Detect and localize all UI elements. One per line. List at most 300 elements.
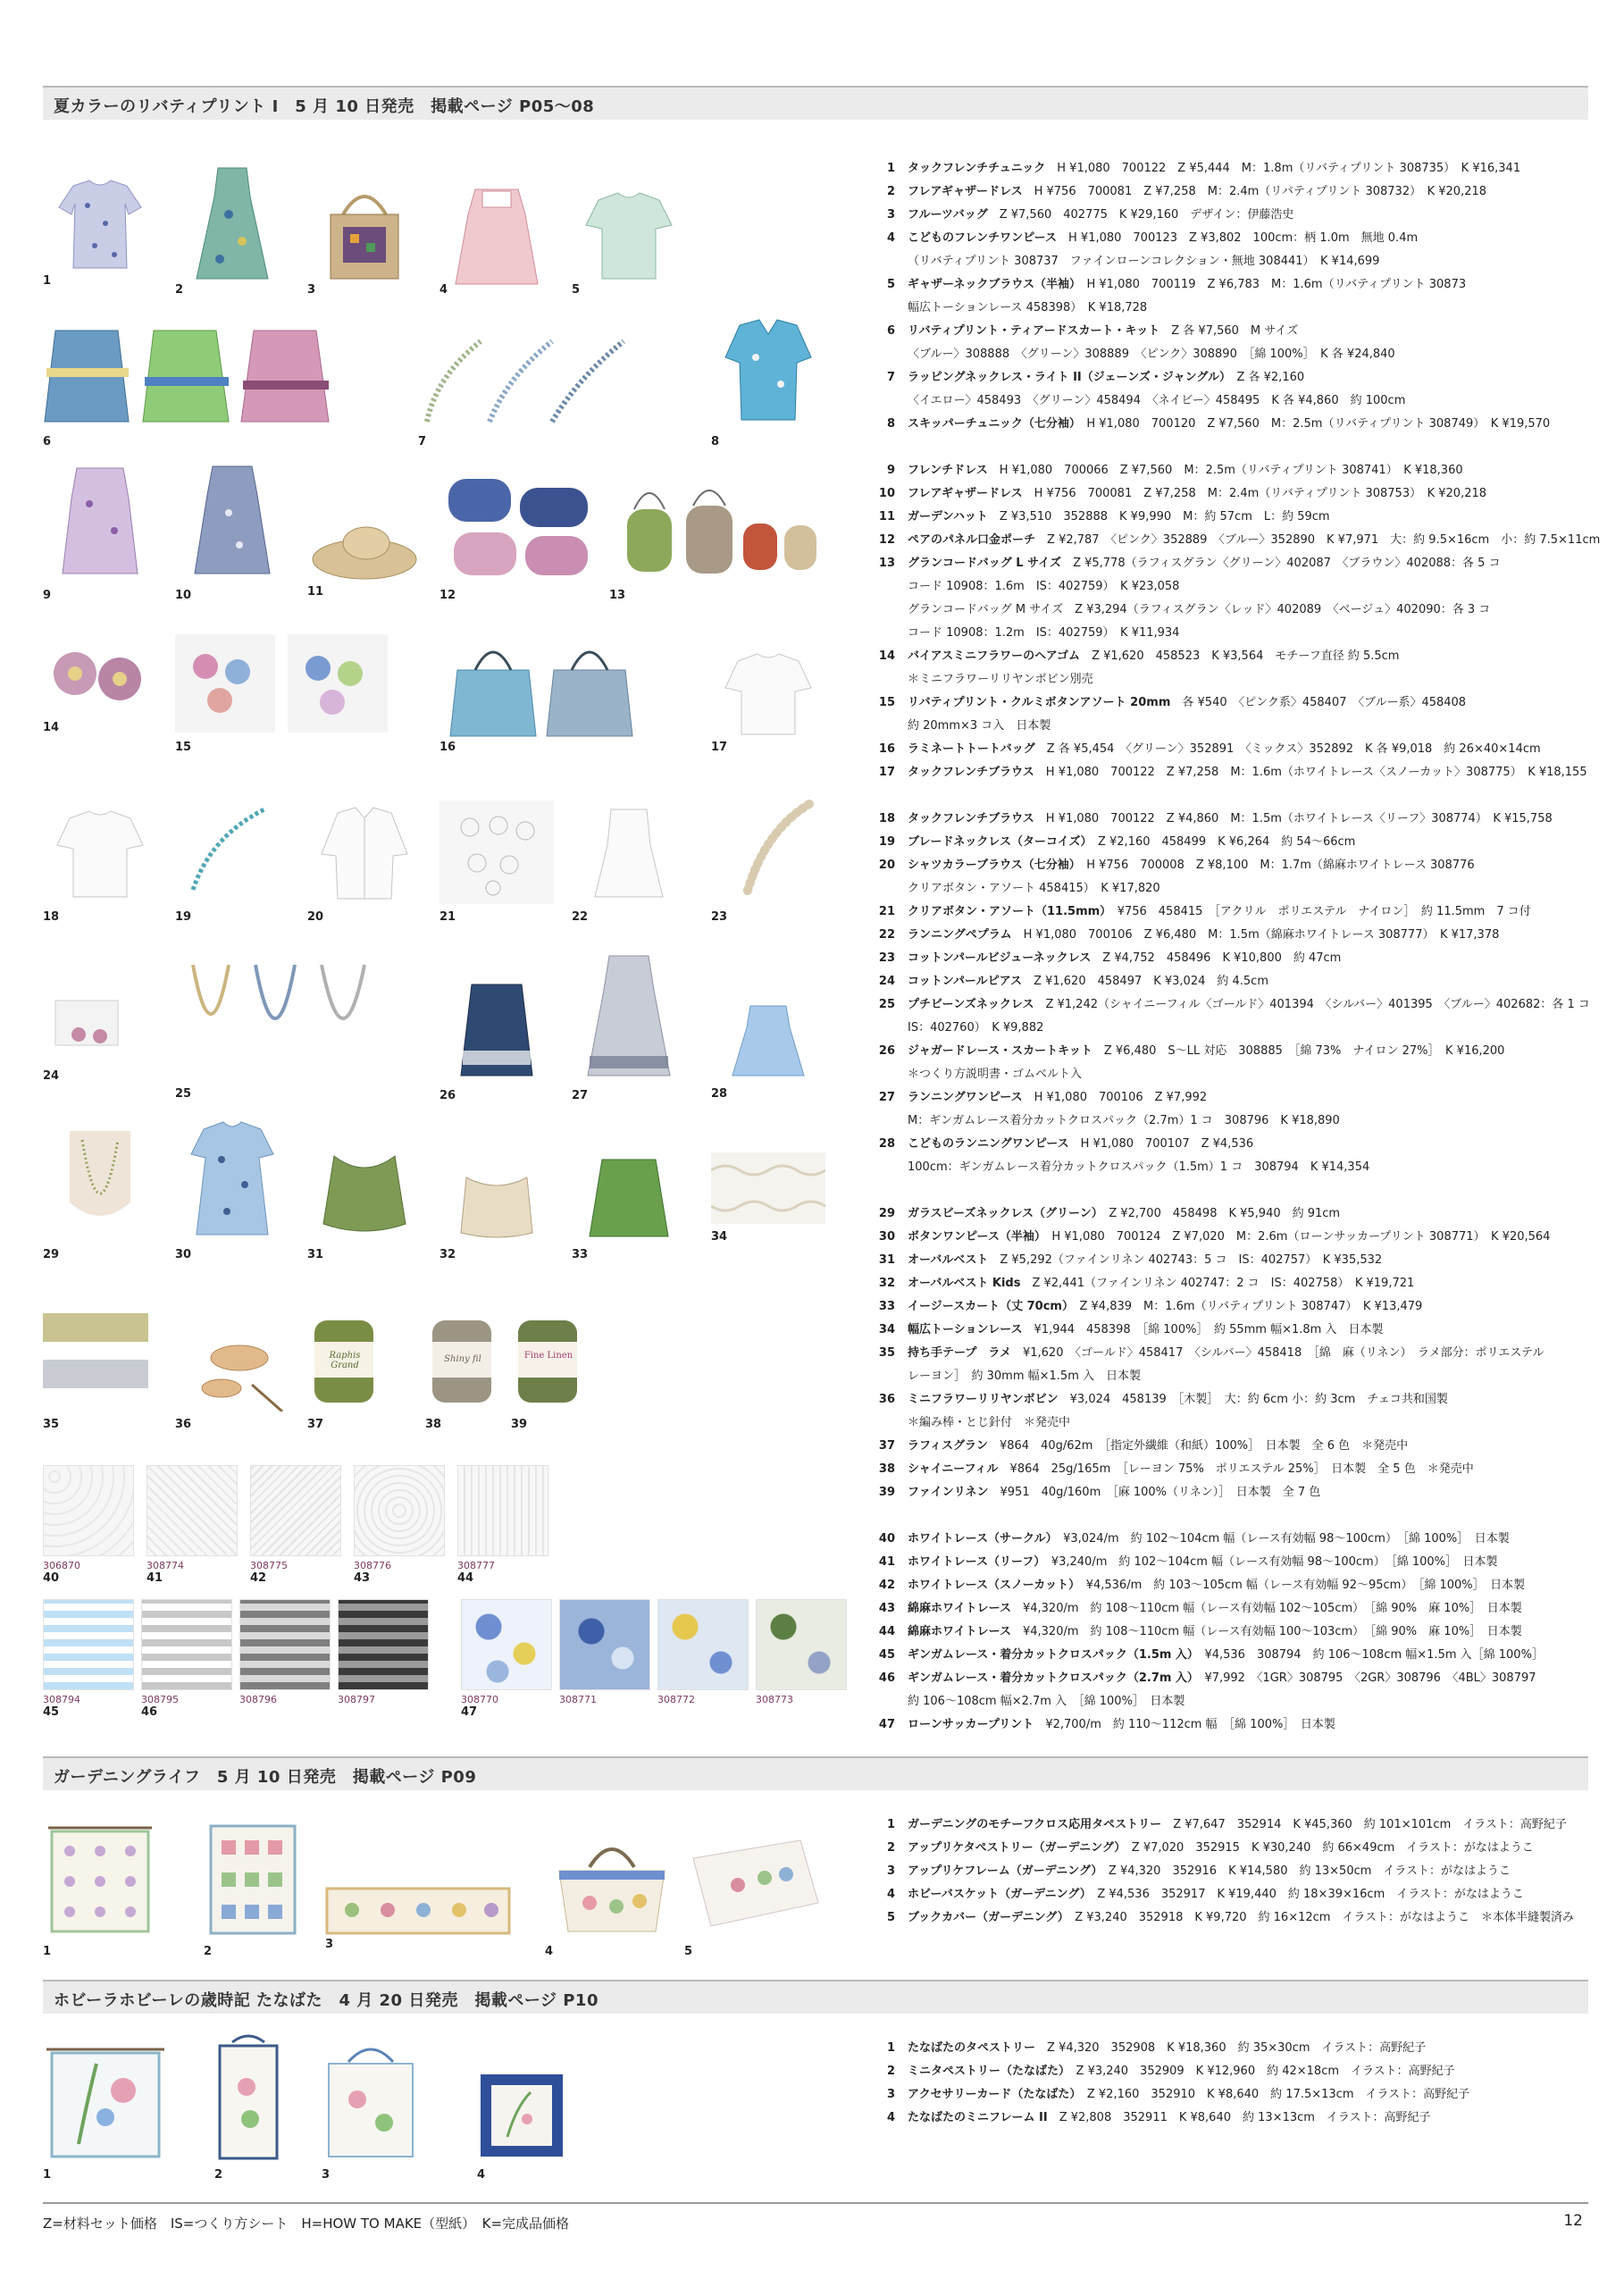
item-title: ブックカバー（ガーデニング） <box>908 1911 1064 1924</box>
product-thumb-34[interactable]: 34 <box>711 1152 825 1224</box>
list-item <box>872 1272 1600 1295</box>
item-title: プチビーンズネックレス <box>908 998 1034 1011</box>
tanabata-thumb-3[interactable]: 3 <box>322 2037 420 2162</box>
product-thumb-31[interactable]: 31 <box>307 1144 422 1242</box>
page-number: 12 <box>1563 2212 1583 2230</box>
product-thumb-1[interactable]: 1 <box>43 170 157 284</box>
item-detail: Z ¥4,320 352908 K ¥18,360 約 35×30cm イラスト：高野紀子 <box>1047 2041 1427 2055</box>
list-item <box>872 1860 1574 1883</box>
item-number: 1 <box>886 2041 895 2055</box>
product-thumb-29[interactable]: 29 <box>43 1131 157 1242</box>
list-item <box>872 970 1600 993</box>
section-title: 夏カラーのリバティプリント I 5 月 10 日発売 掲載ページ P05〜08 <box>54 97 595 116</box>
item-title: こどものランニングワンピース <box>908 1137 1069 1151</box>
product-thumb-37[interactable]: Raphis Grand 37 <box>307 1311 388 1412</box>
item-title: バイアスミニフラワーのヘアゴム <box>908 649 1081 663</box>
product-thumb-21[interactable]: 21 <box>439 800 554 904</box>
item-number: 4 <box>886 231 895 245</box>
product-thumb-7[interactable]: 7 <box>418 323 659 429</box>
item-number: 37 <box>878 1439 895 1453</box>
list-item-continuation: 約 20mm×3 コ入 日本製 <box>908 719 1051 733</box>
list-item <box>872 1342 1600 1365</box>
list-item <box>872 459 1600 482</box>
list-item <box>872 924 1600 947</box>
item-detail: ¥2,700/m 約 110〜112cm 幅 ［綿 100%］ 日本製 <box>1045 1718 1335 1731</box>
item-detail: H ¥1,080 700123 Z ¥3,802 100cm：柄 1.0m 無地 0.4m <box>1068 231 1419 245</box>
item-title: ホビーバスケット（ガーデニング） <box>908 1888 1086 1901</box>
item-title: タックフレンチブラウス <box>908 766 1034 779</box>
list-item <box>872 1481 1600 1504</box>
product-thumb-33[interactable]: 33 <box>572 1152 686 1242</box>
item-title: タックフレンチブラウス <box>908 812 1034 825</box>
item-number: 4 <box>886 2111 895 2124</box>
item-number: 24 <box>878 975 895 988</box>
product-thumb-3[interactable]: 3 <box>307 179 422 293</box>
item-number: 18 <box>878 812 895 825</box>
product-thumb-24[interactable]: 24 <box>43 992 157 1063</box>
item-title: ラミネートトートバッグ <box>908 742 1035 756</box>
product-thumb-22[interactable]: 22 <box>572 800 686 904</box>
item-title: イージースカート（丈 70cm） <box>908 1300 1068 1313</box>
garden-thumb-1[interactable]: 1 <box>43 1822 157 1939</box>
yarn-label-fine: Fine Linen <box>523 1351 573 1361</box>
item-number: 45 <box>878 1648 895 1662</box>
garden-thumb-3[interactable]: 3 <box>325 1880 513 1939</box>
list-item <box>872 1040 1600 1063</box>
item-title: ランニングペプラム <box>908 928 1012 942</box>
item-title: オーバルベスト <box>908 1253 989 1267</box>
list-item <box>872 1388 1600 1412</box>
list-item-continuation: 100cm：ギンガムレース着分カットクロスパック（1.5m）1 コ 308794 K ¥14,354 <box>908 1160 1370 1174</box>
item-number: 15 <box>878 696 895 709</box>
item-title: ミニタペストリー（たなばた） <box>908 2065 1065 2078</box>
list-item-continuation: ＊つくり方説明書・ゴムベルト入 <box>908 1068 1083 1081</box>
item-number: 16 <box>878 742 895 756</box>
item-detail: ¥3,024/m 約 102〜104cm 幅（レース有効幅 98〜100cm） ［綿 100%］ 日本製 <box>1063 1532 1510 1546</box>
list-item-continuation: ＊ミニフラワーリリヤンボビン別売 <box>908 673 1093 686</box>
product-thumb-9[interactable]: 9 <box>43 459 157 582</box>
item-detail: Z ¥2,787 〈ピンク〉352889 〈ブルー〉352890 K ¥7,971 大：約 9.5×16cm 小：約 7.5×11cm <box>1047 533 1601 547</box>
item-detail: ¥1,944 458398 ［綿 100%］ 約 55mm 幅×1.8m 入 日本製 <box>1034 1323 1384 1336</box>
list-item <box>872 761 1600 784</box>
product-thumb-17[interactable]: 17 <box>711 643 825 741</box>
item-number: 11 <box>878 510 895 524</box>
list-item <box>872 947 1600 970</box>
item-title: ペアのパネル口金ポーチ <box>908 533 1036 547</box>
product-thumb-15[interactable]: 15 <box>175 634 389 741</box>
product-thumb-19[interactable]: 19 <box>175 800 289 904</box>
item-title: ミニフラワーリリヤンボビン <box>908 1393 1059 1406</box>
product-thumb-12[interactable]: 12 <box>439 473 600 582</box>
list-item <box>872 691 1600 715</box>
item-detail: ¥4,320/m 約 108〜110cm 幅（レース有効幅 100〜103cm） ［綿 90% 麻 10%］ 日本製 <box>1022 1625 1522 1638</box>
section-title: ガーデニングライフ 5 月 10 日発売 掲載ページ P09 <box>54 1768 477 1787</box>
item-title: ガーデンハット <box>908 510 988 524</box>
item-title: ギャザーネックブラウス（半袖） <box>908 278 1076 291</box>
list-item <box>872 993 1600 1017</box>
item-detail: Z ¥3,240 352909 K ¥12,960 約 42×18cm イラスト：高野紀子 <box>1076 2065 1455 2078</box>
list-item-continuation: ＊編み棒・とじ針付 ＊発売中 <box>908 1416 1071 1429</box>
item-detail: Z ¥2,441（ファインリネン 402747：2 コ IS：402758） K ¥19,721 <box>1032 1277 1415 1290</box>
item-number: 4 <box>886 1888 895 1901</box>
item-number: 5 <box>886 278 895 291</box>
list-item-continuation: コード 10908：1.2m IS：402759） K ¥11,934 <box>908 626 1180 640</box>
list-item-continuation: （リバティプリント 308737 ファインローンコレクション・無地 308441） K ¥14,699 <box>908 255 1380 268</box>
list-item <box>872 1667 1600 1690</box>
gingham-swatch-308797[interactable]: 308797 <box>338 1599 427 1705</box>
item-title: ラッピングネックレス・ライト II（ジェーンズ・ジャングル） <box>908 371 1226 384</box>
item-title: たなばたのタペストリー <box>908 2041 1036 2055</box>
list-item <box>872 529 1600 552</box>
lace-swatch-41[interactable]: 308774 41 <box>146 1465 236 1585</box>
list-item <box>872 1249 1600 1272</box>
item-detail: Z ¥3,510 352888 K ¥9,990 M：約 57cm L：約 59cm <box>999 510 1330 524</box>
list-item <box>872 831 1600 854</box>
list-item <box>872 1644 1600 1667</box>
list-item-continuation: グランコードバッグ M サイズ Z ¥3,294（ラフィスグラン〈レッド〉402089 〈ベージュ〉402090：各 3 コ <box>908 603 1491 616</box>
list-item <box>872 1226 1600 1249</box>
item-number: 33 <box>878 1300 895 1313</box>
item-detail: Z ¥6,480 S〜LL 対応 308885 ［綿 73% ナイロン 27%］ K ¥16,200 <box>1103 1044 1505 1058</box>
item-detail: H ¥756 700081 Z ¥7,258 M：2.4m（リバティプリント 308732） K ¥20,218 <box>1034 185 1487 198</box>
list-item <box>872 1551 1600 1574</box>
list-item <box>872 1883 1574 1906</box>
list-item <box>872 1574 1600 1597</box>
item-title: リバティプリント・クルミボタンアソート 20mm <box>908 696 1171 709</box>
item-number: 1 <box>886 162 895 175</box>
lace-swatch-43[interactable]: 308776 43 <box>354 1465 443 1585</box>
list-item <box>872 2060 1469 2083</box>
item-number: 44 <box>878 1625 895 1638</box>
item-number: 40 <box>878 1532 895 1546</box>
item-number: 38 <box>878 1462 895 1476</box>
item-title: ブレードネックレス（ターコイズ） <box>908 835 1086 849</box>
item-number: 17 <box>878 766 895 779</box>
item-detail: ¥951 40g/160m ［麻 100%（リネン）］ 日本製 全 7 色 <box>1000 1486 1321 1499</box>
product-list-liberty <box>872 157 1600 1737</box>
product-thumb-27[interactable]: 27 <box>572 949 686 1083</box>
item-detail: H ¥756 700008 Z ¥8,100 M：1.7m（綿麻ホワイトレース 308776 <box>1086 859 1475 872</box>
item-title: 持ち手テープ ラメ <box>908 1346 1011 1360</box>
item-number: 22 <box>878 928 895 942</box>
list-item <box>872 1319 1600 1342</box>
product-thumb-14[interactable]: 14 <box>43 625 157 715</box>
list-item <box>872 1202 1600 1226</box>
list-item <box>872 1086 1600 1110</box>
item-detail: Z ¥7,020 352915 K ¥30,240 約 66×49cm イラスト：がなはようこ <box>1131 1841 1534 1855</box>
list-item <box>872 413 1600 436</box>
item-number: 10 <box>878 487 895 500</box>
item-number: 42 <box>878 1579 895 1592</box>
item-title: グランコードバッグ L サイズ <box>908 557 1062 570</box>
item-detail: Z ¥4,320 352916 K ¥14,580 約 13×50cm イラスト：がなはようこ <box>1108 1864 1511 1878</box>
item-detail: ¥864 40g/62m ［指定外繊維（和紙）100%］ 日本製 全 6 色 ＊発売中 <box>999 1439 1409 1453</box>
product-thumb-11[interactable]: 11 <box>307 513 422 586</box>
gingham-swatch-308796[interactable]: 308796 <box>239 1599 329 1705</box>
list-gap <box>872 1179 1600 1202</box>
section-header-liberty <box>43 86 1588 120</box>
list-item-continuation: 〈イエロー〉458493 〈グリーン〉458494 〈ネイビー〉458495 K 各 ¥4,860 約 100cm <box>908 394 1406 407</box>
item-number: 26 <box>878 1044 895 1058</box>
item-detail: H ¥1,080 700122 Z ¥5,444 M：1.8m（リバティプリント 308735） K ¥16,341 <box>1057 162 1521 175</box>
price-legend: Z=材料セット価格 IS=つくり方シート H=HOW TO MAKE（型紙） K=完成品価格 <box>43 2216 570 2232</box>
product-thumb-10[interactable]: 10 <box>175 459 289 582</box>
list-gap <box>872 784 1600 808</box>
item-number: 36 <box>878 1393 895 1406</box>
list-item <box>872 506 1600 529</box>
item-detail: Z ¥1,242（シャイニーフィル〈ゴールド〉401394 〈シルバー〉401395 〈ブルー〉402682：各 1 コ <box>1045 998 1590 1011</box>
item-title: ホワイトレース（リーフ） <box>908 1555 1040 1569</box>
item-title: ローンサッカープリント <box>908 1718 1034 1731</box>
product-thumb-32[interactable]: 32 <box>439 1170 554 1242</box>
section-header-tanabata <box>43 1980 1588 2014</box>
item-number: 13 <box>878 557 895 570</box>
item-title: ガラスビーズネックレス（グリーン） <box>908 1207 1098 1220</box>
item-detail: Z ¥2,160 458499 K ¥6,264 約 54〜66cm <box>1097 835 1356 849</box>
list-item-continuation: クリアボタン・アソート 458415） K ¥17,820 <box>908 882 1160 895</box>
product-thumb-23[interactable]: 23 <box>711 795 825 904</box>
item-title: アクセサリーカード（たなばた） <box>908 2088 1076 2101</box>
item-number: 29 <box>878 1207 895 1220</box>
item-detail: 各 ¥540 〈ピンク系〉458407 〈ブルー系〉458408 <box>1182 696 1467 709</box>
tanabata-thumb-1[interactable]: 1 <box>43 2046 168 2162</box>
item-detail: Z ¥5,778（ラフィスグラン〈グリーン〉402087 〈ブラウン〉402088：各 5 コ <box>1073 557 1501 570</box>
item-number: 3 <box>886 208 895 222</box>
item-detail: Z 各 ¥7,560 M サイズ <box>1171 324 1299 338</box>
product-thumb-6[interactable]: 6 <box>43 323 338 429</box>
item-number: 2 <box>886 2065 895 2078</box>
product-thumb-16[interactable]: 16 <box>439 634 654 741</box>
item-number: 43 <box>878 1602 895 1615</box>
item-title: ラフィスグラン <box>908 1439 988 1453</box>
item-number: 47 <box>878 1718 895 1731</box>
item-detail: Z ¥1,620 458523 K ¥3,564 モチーフ直径 約 5.5cm <box>1092 649 1400 663</box>
garden-thumb-5[interactable]: 5 <box>684 1831 827 1939</box>
product-thumb-39[interactable]: Fine Linen 39 <box>511 1311 591 1412</box>
item-detail: ¥7,992 〈1GR〉308795 〈2GR〉308796 〈4BL〉308797 <box>1204 1671 1536 1685</box>
list-item-continuation: M：ギンガムレース着分カットクロスパック（2.7m）1 コ 308796 K ¥18,890 <box>908 1114 1340 1127</box>
list-item-continuation: 幅広トーションレース 458398） K ¥18,728 <box>908 301 1148 314</box>
product-thumb-2[interactable]: 2 <box>175 161 289 284</box>
garden-thumb-2[interactable]: 2 <box>204 1822 302 1939</box>
list-gap <box>872 436 1600 459</box>
item-number: 35 <box>878 1346 895 1360</box>
print-swatch-308771[interactable]: 308771 <box>559 1599 649 1705</box>
item-detail: ¥1,620 〈ゴールド〉458417 〈シルバー〉458418 ［綿 麻（リネン） ラメ部分：ポリエステル <box>1022 1346 1544 1360</box>
item-number: 12 <box>878 533 895 547</box>
tanabata-thumb-4[interactable]: 4 <box>477 2071 566 2162</box>
item-detail: Z ¥2,700 458498 K ¥5,940 約 91cm <box>1109 1207 1341 1220</box>
product-thumb-28[interactable]: 28 <box>711 1001 825 1081</box>
list-item <box>872 320 1600 343</box>
item-title: コットンパールビジューネックレス <box>908 951 1092 965</box>
item-title: クリアボタン・アソート（11.5mm） <box>908 905 1106 918</box>
item-detail: H ¥1,080 700106 Z ¥6,480 M：1.5m（綿麻ホワイトレース 308777） K ¥17,378 <box>1023 928 1500 942</box>
item-title: アップリケフレーム（ガーデニング） <box>908 1864 1097 1878</box>
list-item-continuation: コード 10908：1.6m IS：402759） K ¥23,058 <box>908 580 1180 593</box>
list-item <box>872 2107 1469 2130</box>
item-title: ギンガムレース・着分カットクロスパック（2.7m 入） <box>908 1671 1193 1685</box>
item-title: ジャガードレース・スカートキット <box>908 1044 1092 1058</box>
list-item <box>872 738 1600 761</box>
item-title: コットンパールピアス <box>908 975 1023 988</box>
product-thumb-38[interactable]: Shiny fil 38 <box>425 1311 506 1412</box>
product-thumb-25[interactable]: 25 <box>175 956 389 1081</box>
item-number: 46 <box>878 1671 895 1685</box>
product-thumb-35[interactable]: 35 <box>43 1304 157 1412</box>
item-title: ファインリネン <box>908 1486 989 1499</box>
item-detail: H ¥1,080 700106 Z ¥7,992 <box>1034 1091 1208 1104</box>
item-number: 14 <box>878 649 895 663</box>
list-item <box>872 157 1600 180</box>
item-detail: ¥4,536/m 約 103〜105cm 幅（レース有効幅 92〜95cm） ［綿 100%］ 日本製 <box>1085 1579 1526 1592</box>
item-number: 2 <box>886 185 895 198</box>
item-title: ホワイトレース（スノーカット） <box>908 1579 1075 1592</box>
item-number: 7 <box>886 371 895 384</box>
item-title: フレアギャザードレス <box>908 487 1023 500</box>
list-item <box>872 1837 1574 1860</box>
list-gap <box>872 1504 1600 1528</box>
item-number: 25 <box>878 998 895 1011</box>
gingham-swatch-45[interactable]: 308794 45 <box>43 1599 132 1719</box>
item-detail: Z ¥3,240 352918 K ¥9,720 約 16×12cm イラスト：がなはようこ ＊本体半縫製済み <box>1075 1911 1575 1924</box>
garden-thumb-4[interactable]: 4 <box>545 1831 679 1939</box>
item-number: 41 <box>878 1555 895 1569</box>
list-item <box>872 1133 1600 1156</box>
yarn-label-shiny: Shiny fil <box>444 1354 481 1364</box>
item-detail: Z ¥5,292（ファインリネン 402743：5 コ IS：402757） K ¥35,532 <box>1000 1253 1383 1267</box>
list-item <box>872 1621 1600 1644</box>
product-thumb-13[interactable]: 13 <box>609 473 824 582</box>
item-number: 27 <box>878 1091 895 1104</box>
item-number: 2 <box>886 1841 895 1855</box>
item-title: 綿麻ホワイトレース <box>908 1625 1011 1638</box>
product-list-gardening <box>872 1814 1574 1930</box>
item-title: シャイニーフィル <box>908 1462 999 1476</box>
list-item <box>872 2083 1469 2107</box>
yarn-label-raphis: Raphis Grand <box>329 1351 361 1370</box>
item-number: 20 <box>878 859 895 872</box>
item-detail: ¥4,536 308794 約 106〜108cm 幅×1.5m 入［綿 100%］ <box>1204 1648 1544 1662</box>
print-swatch-308772[interactable]: 308772 <box>657 1599 747 1705</box>
print-swatch-308773[interactable]: 308773 <box>756 1599 845 1705</box>
product-thumb-18[interactable]: 18 <box>43 800 157 904</box>
item-title: フルーツバッグ <box>908 208 988 222</box>
item-number: 21 <box>878 905 895 918</box>
list-item <box>872 552 1600 575</box>
list-item <box>872 1814 1574 1837</box>
list-item <box>872 901 1600 924</box>
item-title: アップリケタペストリー（ガーデニング） <box>908 1841 1120 1855</box>
product-thumb-20[interactable]: 20 <box>307 800 422 904</box>
product-thumb-5[interactable]: 5 <box>572 179 686 293</box>
section-header-gardening <box>43 1756 1588 1790</box>
list-item <box>872 854 1600 877</box>
list-item <box>872 1295 1600 1319</box>
section-title: ホビーラホビーレの歳時記 たなばた 4 月 20 日発売 掲載ページ P10 <box>54 1991 599 2010</box>
item-number: 3 <box>886 1864 895 1878</box>
item-number: 5 <box>886 1911 895 1924</box>
list-item <box>872 1435 1600 1458</box>
item-detail: H ¥1,080 700122 Z ¥7,258 M：1.6m（ホワイトレース〈スノーカット〉308775） K ¥18,155 <box>1045 766 1587 779</box>
product-thumb-4[interactable]: 4 <box>439 179 554 293</box>
list-item <box>872 366 1600 390</box>
list-item-continuation: 〈ブルー〉308888 〈グリーン〉308889 〈ピンク〉308890 ［綿 100%］ K 各 ¥24,840 <box>908 348 1395 361</box>
item-number: 3 <box>886 2088 895 2101</box>
list-item <box>872 1458 1600 1481</box>
product-list-tanabata <box>872 2037 1469 2130</box>
product-thumb-30[interactable]: 30 <box>175 1115 289 1242</box>
product-thumb-36[interactable]: 36 <box>175 1322 289 1412</box>
lace-swatch-40[interactable]: 306870 40 <box>43 1465 132 1585</box>
item-detail: Z ¥7,560 402775 K ¥29,160 デザイン：伊藤浩史 <box>999 208 1294 222</box>
item-title: こどものフレンチワンピース <box>908 231 1057 245</box>
item-number: 39 <box>878 1486 895 1499</box>
item-detail: Z 各 ¥2,160 <box>1236 371 1305 384</box>
list-item-continuation: 約 106〜108cm 幅×2.7m 入 ［綿 100%］ 日本製 <box>908 1695 1185 1708</box>
item-number: 9 <box>886 464 895 477</box>
list-item <box>872 1528 1600 1551</box>
item-title: ガーデニングのモチーフクロス応用タペストリー <box>908 1818 1162 1831</box>
item-number: 8 <box>886 417 895 431</box>
item-number: 28 <box>878 1137 895 1151</box>
item-title: 幅広トーションレース <box>908 1323 1023 1336</box>
item-detail: H ¥1,080 700107 Z ¥4,536 <box>1080 1137 1254 1151</box>
item-detail: Z 各 ¥5,454 〈グリーン〉352891 〈ミックス〉352892 K 各 ¥9,018 約 26×40×14cm <box>1046 742 1541 756</box>
item-detail: H ¥1,080 700119 Z ¥6,783 M：1.6m（リバティプリント 30873 <box>1086 278 1467 291</box>
item-title: ランニングワンピース <box>908 1091 1023 1104</box>
item-number: 1 <box>886 1818 895 1831</box>
item-detail: ¥756 458415 ［アクリル ポリエステル ナイロン］ 約 11.5mm 7 コ付 <box>1117 905 1531 918</box>
item-detail: Z ¥4,536 352917 K ¥19,440 約 18×39×16cm イラスト：がなはようこ <box>1097 1888 1524 1901</box>
lace-swatch-42[interactable]: 308775 42 <box>250 1465 339 1585</box>
item-number: 19 <box>878 835 895 849</box>
item-number: 23 <box>878 951 895 965</box>
item-detail: Z ¥1,620 458497 K ¥3,024 約 4.5cm <box>1034 975 1268 988</box>
list-item-continuation: IS：402760） K ¥9,882 <box>908 1021 1044 1035</box>
product-thumb-26[interactable]: 26 <box>439 976 554 1083</box>
list-item <box>872 227 1600 250</box>
list-item <box>872 180 1600 204</box>
item-detail: Z ¥7,647 352914 K ¥45,360 約 101×101cm イラスト：高野紀子 <box>1173 1818 1567 1831</box>
item-title: オーバルベスト Kids <box>908 1277 1021 1290</box>
item-detail: ¥3,024 458139 ［木製］ 大：約 6cm 小：約 3cm チェコ共和国製 <box>1069 1393 1448 1406</box>
item-title: シャツカラーブラウス（七分袖） <box>908 859 1076 872</box>
list-item <box>872 1906 1574 1930</box>
item-title: スキッパーチュニック（七分袖） <box>908 417 1076 431</box>
item-detail: Z ¥2,160 352910 K ¥8,640 約 17.5×13cm イラスト：高野紀子 <box>1086 2088 1470 2101</box>
item-number: 31 <box>878 1253 895 1267</box>
item-detail: H ¥1,080 700066 Z ¥7,560 M：2.5m（リバティプリント 308741） K ¥18,360 <box>999 464 1463 477</box>
item-detail: ¥864 25g/165m ［レーヨン 75% ポリエステル 25%］ 日本製 全 5 色 ＊発売中 <box>1009 1462 1474 1476</box>
footer-divider <box>43 2202 1588 2204</box>
product-thumb-8[interactable]: 8 <box>711 313 825 429</box>
item-detail: H ¥1,080 700122 Z ¥4,860 M：1.5m（ホワイトレース〈リーフ〉308774） K ¥15,758 <box>1045 812 1553 825</box>
item-title: たなばたのミニフレーム II <box>908 2111 1048 2124</box>
item-title: ギンガムレース・着分カットクロスパック（1.5m 入） <box>908 1648 1193 1662</box>
lace-swatch-44[interactable]: 308777 44 <box>457 1465 547 1585</box>
item-title: フレンチドレス <box>908 464 988 477</box>
list-item <box>872 273 1600 297</box>
item-number: 34 <box>878 1323 895 1336</box>
item-title: タックフレンチチュニック <box>908 162 1046 175</box>
item-detail: H ¥1,080 700124 Z ¥7,020 M：2.6m（ローンサッカープリント 308771） K ¥20,564 <box>1051 1230 1551 1244</box>
item-detail: Z ¥4,839 M：1.6m（リバティプリント 308747） K ¥13,479 <box>1079 1300 1423 1313</box>
item-detail: ¥4,320/m 約 108〜110cm 幅（レース有効幅 102〜105cm） ［綿 90% 麻 10%］ 日本製 <box>1022 1602 1522 1615</box>
tanabata-thumb-2[interactable]: 2 <box>214 2033 282 2162</box>
gingham-swatch-46[interactable]: 308795 46 <box>141 1599 230 1719</box>
print-swatch-47[interactable]: 308770 47 <box>461 1599 550 1719</box>
